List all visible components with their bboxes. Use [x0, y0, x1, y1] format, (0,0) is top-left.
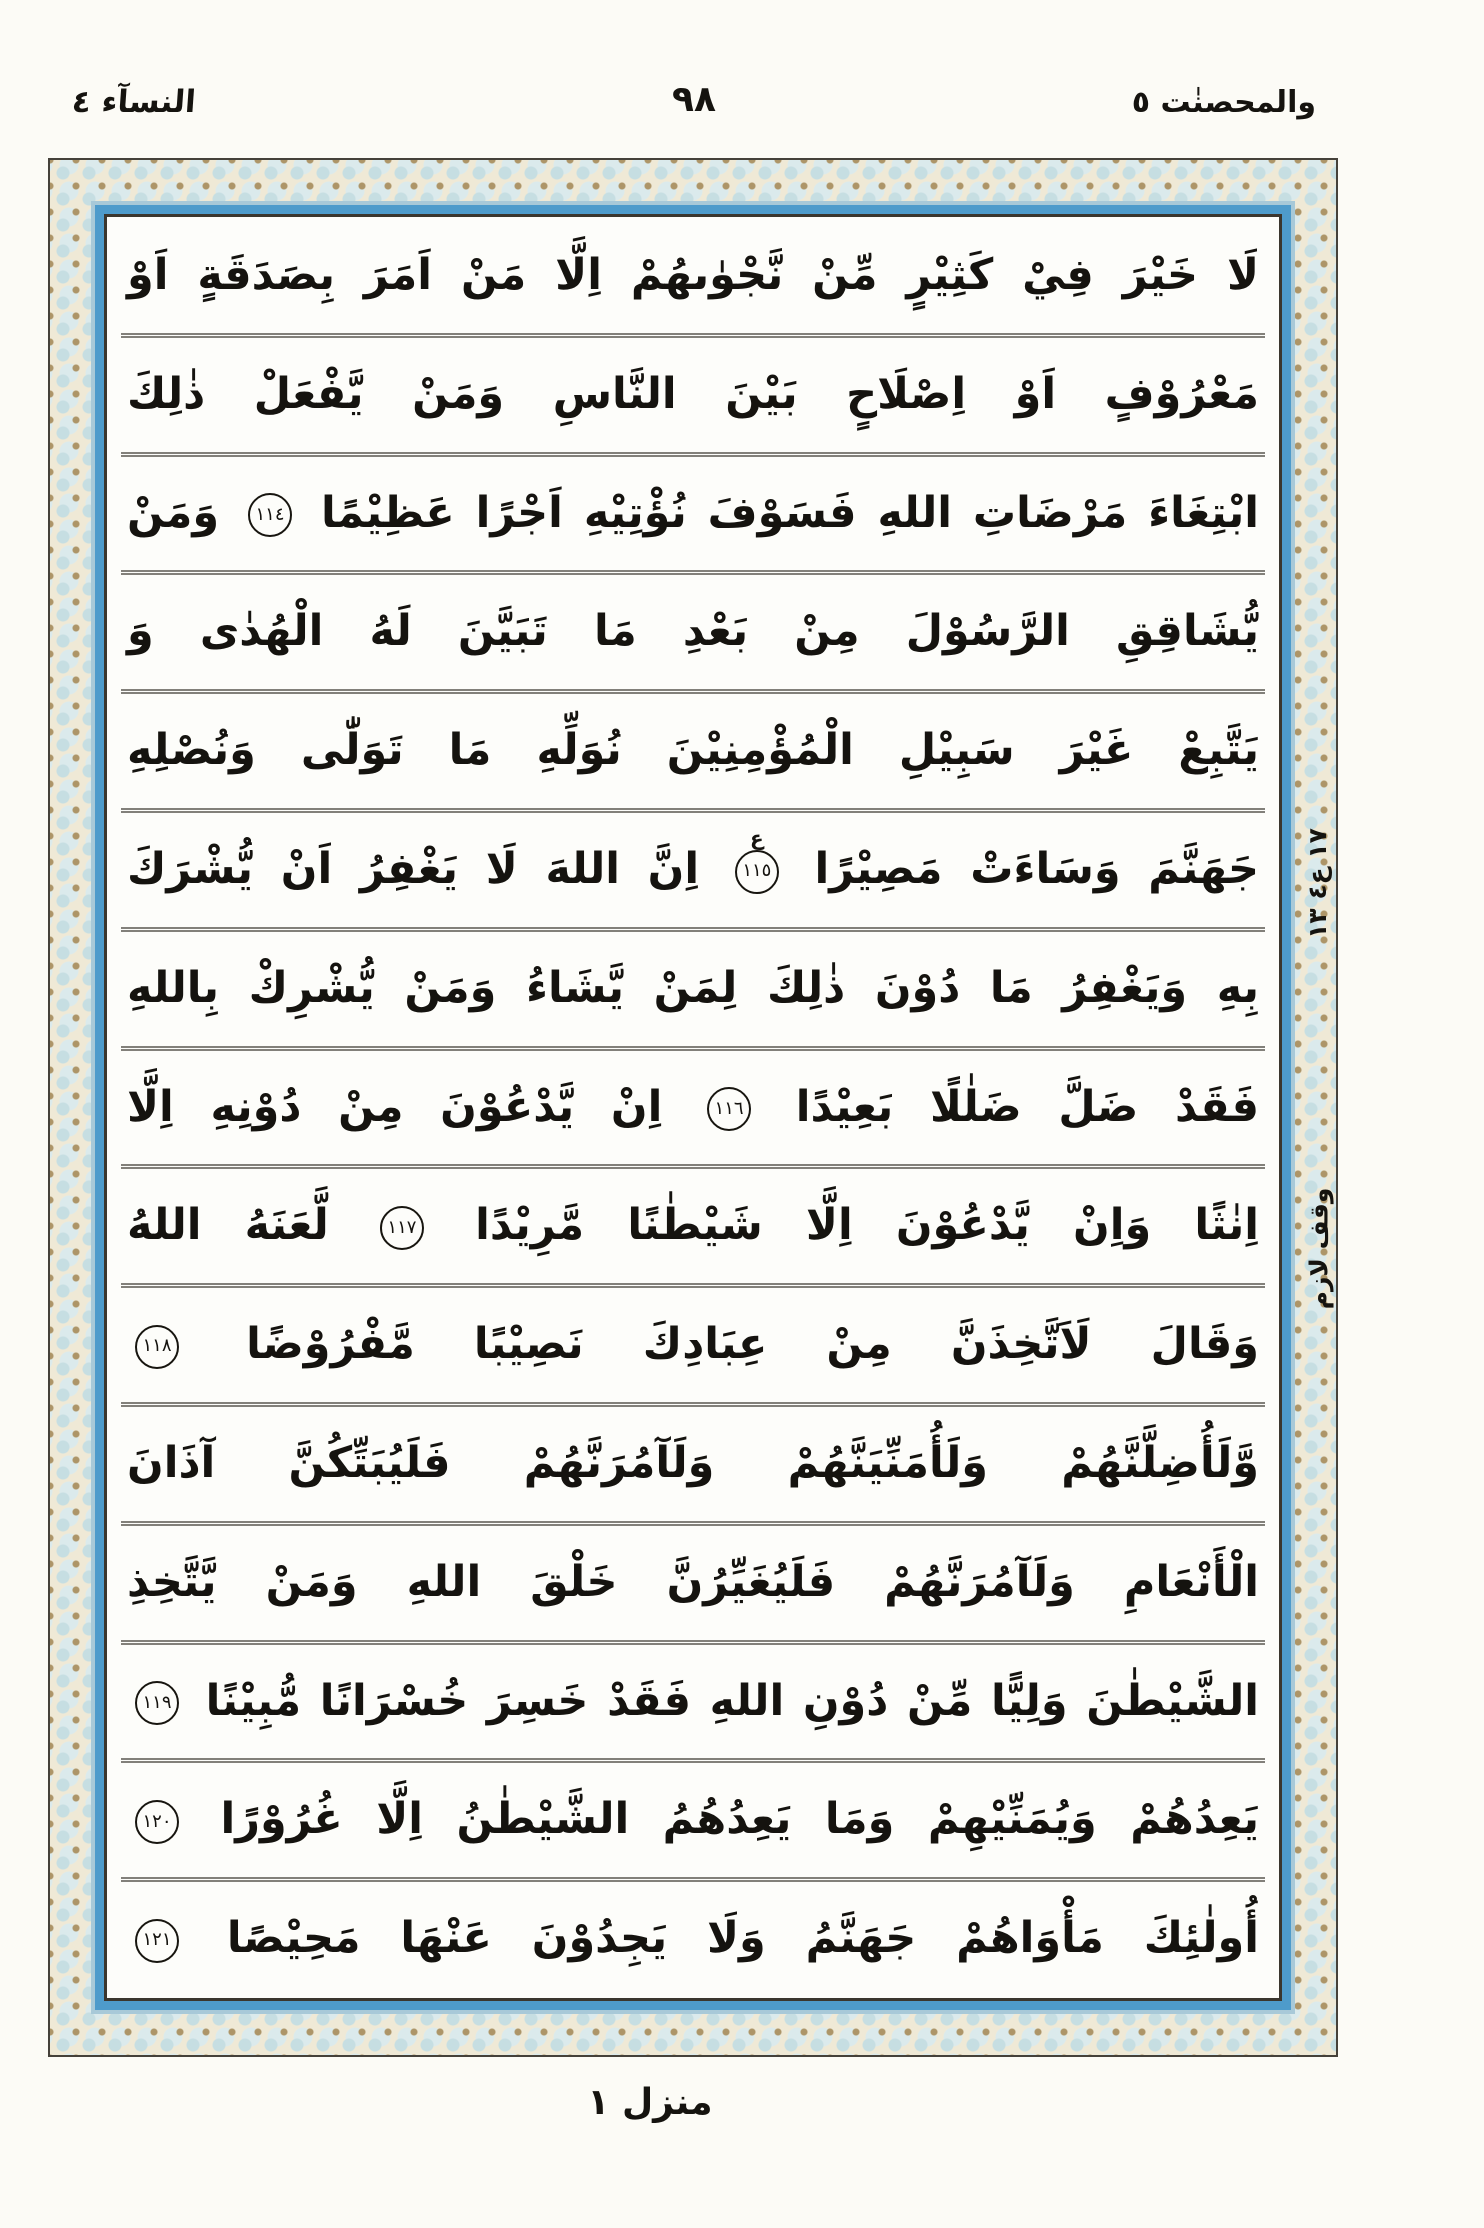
ayah-number-marker: ١٢١	[135, 1919, 179, 1963]
quran-line	[121, 1402, 1265, 1521]
quran-line-text	[121, 487, 1265, 541]
quran-text-segment: وَمَنْ	[127, 487, 220, 538]
ayah-number-marker: ١١٤	[248, 493, 292, 537]
quran-line	[121, 570, 1265, 689]
ruku-sign: ع	[749, 825, 764, 850]
quran-text-segment: بِهِ وَيَغْفِرُ مَا دُوْنَ ذٰلِكَ لِمَنْ يَّشَاءُ وَمَنْ يُّشْرِكْ بِاللهِ	[127, 962, 1259, 1013]
quran-text-segment: وَّلَأُضِلَّنَّهُمْ وَلَأُمَنِّيَنَّهُمْ وَلَآمُرَنَّهُمْ فَلَيُبَتِّكُنَّ آذَانَ	[127, 1437, 1259, 1488]
quran-text-segment: فَقَدْ ضَلَّ ضَلٰلًا بَعِيْدًا	[795, 1081, 1259, 1132]
ayah-number-marker: ١١٩	[135, 1681, 179, 1725]
page-number: ٩٨	[672, 79, 716, 120]
surah-name-label: النسآء ٤	[70, 84, 197, 120]
quran-line	[121, 689, 1265, 808]
page-header	[48, 50, 1340, 120]
margin-ruku-marker	[1262, 808, 1372, 958]
quran-line-text	[121, 249, 1265, 303]
ayah-number-marker: ١١٧	[380, 1206, 424, 1250]
quran-text-segment: اِنَّ اللهَ لَا يَغْفِرُ اَنْ يُّشْرَكَ	[127, 844, 700, 894]
ayah-number-marker: ١١٨	[135, 1325, 179, 1369]
quran-line-text	[121, 1912, 1265, 1966]
quran-text-segment: وَقَالَ لَاَتَّخِذَنَّ مِنْ عِبَادِكَ نَصِيْبًا مَّفْرُوْضًا	[246, 1319, 1259, 1370]
quran-line-text	[121, 1081, 1265, 1135]
quran-line	[121, 808, 1265, 927]
quran-line	[121, 452, 1265, 571]
quran-line	[121, 333, 1265, 452]
quran-text-segment: أُولٰئِكَ مَأْوَاهُمْ جَهَنَّمُ وَلَا يَجِدُوْنَ عَنْهَا مَحِيْصًا	[226, 1913, 1259, 1964]
quran-line	[121, 1283, 1265, 1402]
quran-line-text	[121, 1437, 1265, 1491]
quran-line	[121, 1877, 1265, 1996]
quran-text-segment: الشَّيْطٰنَ وَلِيًّا مِّنْ دُوْنِ اللهِ فَقَدْ خَسِرَ خُسْرَانًا مُّبِيْنًا	[205, 1675, 1259, 1726]
ruku-marker-text: ١٧ ع٤ ١٣	[1302, 827, 1332, 939]
quran-text-segment: جَهَنَّمَ وَسَاءَتْ مَصِيْرًا	[814, 844, 1259, 894]
waqf-note-text: وقف لازم	[1304, 1187, 1334, 1309]
quran-line-text	[121, 1793, 1265, 1847]
quran-text-segment: لَا خَيْرَ فِيْ كَثِيْرٍ مِّنْ نَّجْوٰىهُمْ اِلَّا مَنْ اَمَرَ بِصَدَقَةٍ اَوْ	[127, 250, 1259, 301]
quran-line	[121, 219, 1265, 333]
quran-line-text	[121, 368, 1265, 422]
quran-line-text	[121, 605, 1265, 659]
quran-line	[121, 1046, 1265, 1165]
quran-text-block	[104, 214, 1282, 2001]
decorative-border-frame	[48, 158, 1338, 2057]
quran-text-segment: يُّشَاقِقِ الرَّسُوْلَ مِنْ بَعْدِ مَا تَبَيَّنَ لَهُ الْهُدٰى وَ	[127, 606, 1259, 657]
margin-waqf-note	[1264, 1158, 1374, 1338]
quran-text-segment: يَتَّبِعْ غَيْرَ سَبِيْلِ الْمُؤْمِنِيْنَ نُوَلِّهِ مَا تَوَلّٰى وَنُصْلِهِ	[127, 725, 1259, 776]
juz-name-label: والمحصنٰت ٥	[1131, 85, 1316, 120]
quran-line-text	[121, 724, 1265, 778]
quran-text-segment: الْأَنْعَامِ وَلَآمُرَنَّهُمْ فَلَيُغَيِّرُنَّ خَلْقَ اللهِ وَمَنْ يَّتَّخِذِ	[127, 1556, 1259, 1607]
quran-line-text	[121, 962, 1265, 1016]
quran-line-text	[121, 1199, 1265, 1253]
quran-line-text	[121, 825, 1265, 897]
ayah-number-marker: ١١٥ ع	[735, 850, 779, 894]
quran-line	[121, 1521, 1265, 1640]
quran-line	[121, 1640, 1265, 1759]
ayah-number-marker: ١٢٠	[135, 1800, 179, 1844]
quran-text-segment: مَعْرُوْفٍ اَوْ اِصْلَاحٍ بَيْنَ النَّاسِ وَمَنْ يَّفْعَلْ ذٰلِكَ	[127, 368, 1259, 419]
manzil-footer-label: منزل ١	[587, 2082, 713, 2123]
quran-line	[121, 1758, 1265, 1877]
quran-line	[121, 1164, 1265, 1283]
quran-line-text	[121, 1675, 1265, 1729]
quran-line-text	[121, 1318, 1265, 1372]
ayah-number-marker: ١١٦	[707, 1087, 751, 1131]
quran-text-segment: اِنْ يَّدْعُوْنَ مِنْ دُوْنِهِ اِلَّا	[127, 1081, 663, 1132]
quran-text-segment: لَّعَنَهُ اللهُ	[127, 1200, 329, 1251]
quran-text-segment: ابْتِغَاءَ مَرْضَاتِ اللهِ فَسَوْفَ نُؤْتِيْهِ اَجْرًا عَظِيْمًا	[320, 487, 1259, 538]
quran-line-text	[121, 1556, 1265, 1610]
quran-text-segment: يَعِدُهُمْ وَيُمَنِّيْهِمْ وَمَا يَعِدُهُمُ الشَّيْطٰنُ اِلَّا غُرُوْرًا	[220, 1794, 1259, 1845]
quran-line	[121, 927, 1265, 1046]
quran-text-segment: اِنٰثًا وَاِنْ يَّدْعُوْنَ اِلَّا شَيْطٰنًا مَّرِيْدًا	[475, 1200, 1259, 1251]
